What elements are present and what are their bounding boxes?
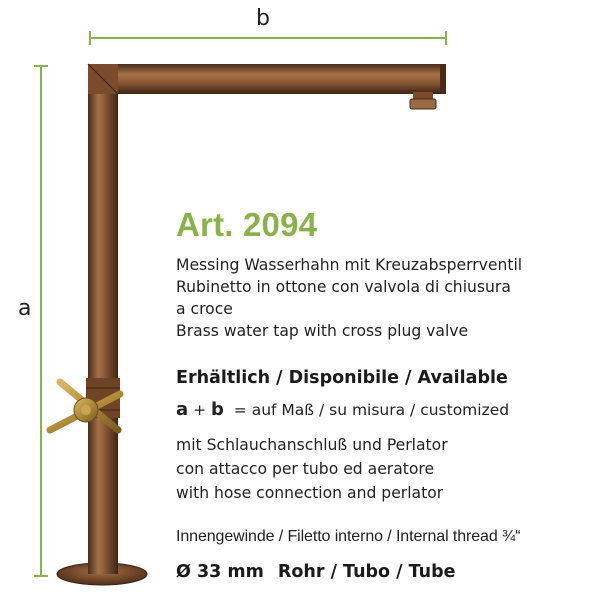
faucet-vertical-pipe	[88, 80, 118, 574]
tube-diameter: Ø 33 mm	[176, 562, 264, 582]
tube-label: Rohr / Tubo / Tube	[277, 562, 456, 582]
description-line-it-2: a croce	[176, 300, 233, 318]
custom-size-line	[176, 399, 509, 420]
dimension-a-line	[34, 66, 48, 576]
faucet-horizontal-pipe	[88, 64, 444, 94]
custom-text: = auf Maß / su misura / customized	[233, 401, 510, 419]
dimension-b-label: b	[256, 6, 270, 31]
custom-plus: +	[193, 401, 207, 419]
aerator	[410, 92, 436, 109]
product-description	[176, 254, 522, 342]
article-title: Art. 2094	[176, 206, 318, 243]
hose-info	[176, 433, 448, 505]
hose-line-it: con attacco per tubo ed aeratore	[176, 460, 435, 478]
hose-line-en: with hose connection and perlator	[176, 484, 444, 502]
dimension-a-label: a	[18, 296, 32, 321]
thread-info: Innengewinde / Filetto interno / Internal thread ¾“	[176, 528, 521, 545]
custom-a: a	[176, 399, 189, 420]
dimension-b-line	[90, 31, 446, 45]
custom-b: b	[211, 399, 224, 420]
hose-line-de: mit Schlauchanschluß und Perlator	[176, 436, 448, 454]
tube-info	[176, 562, 456, 582]
description-line-de: Messing Wasserhahn mit Kreuzabsperrventil	[176, 256, 523, 274]
availability-heading: Erhältlich / Disponibile / Available	[176, 368, 508, 388]
description-line-it: Rubinetto in ottone con valvola di chiusura	[176, 278, 511, 296]
description-line-en: Brass water tap with cross plug valve	[176, 322, 469, 340]
